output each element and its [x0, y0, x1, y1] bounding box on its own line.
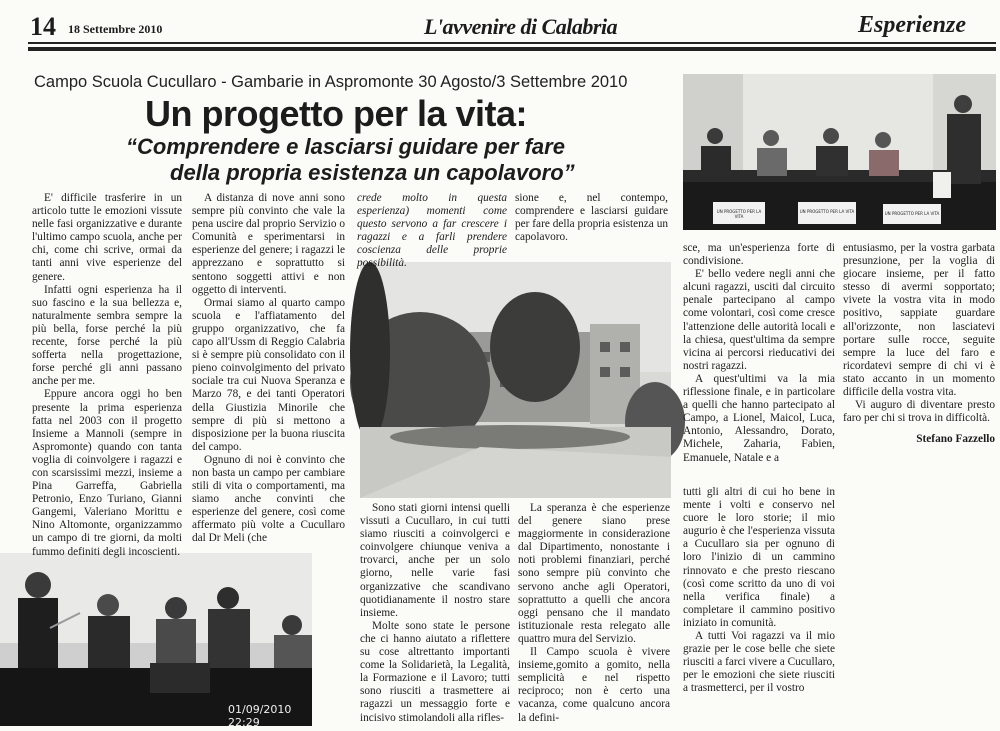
article-column-3-top	[357, 192, 507, 270]
col1-paragraph: Infatti ogni esperienza ha il suo fascino e la sua bellezza e, naturalmente sembra sempre la più bella, forse perché la più recente, forse perché la più sofferta nella progettazione, forse perché gli anni passano anche per me.	[32, 283, 182, 388]
col2-paragraph: A distanza di nove anni sono sempre più convinto che vale la pena uscire dal proprio Servizio o Comunità e sperimentarsi in esperienze del genere; i ragazzi le apprezzano e soprattutto si sentono soggetti attivi e non oggetto di interventi.	[192, 192, 345, 296]
col5-top-paragraph: E' bello vedere negli anni che alcuni ragazzi, usciti dal circuito penale partecipano al campo come volontari, così come cresce l'attenzione delle autorità locali e la chiesa, quest'ultima da sempre vicina ai percorsi rieducativi dei nostri ragazzi.	[683, 268, 835, 372]
band-photo-timestamp: 01/09/2010 22:29	[228, 703, 292, 729]
conference-sign-1: UN PROGETTO PER LA VITA	[716, 209, 762, 219]
col4-bottom-paragraph: Il Campo scuola è vivere insieme,gomito a gomito, nella semplicità e nel rispetto reciproco; non è certo una vacanza, come qualcuno ancora la defini-	[518, 646, 670, 724]
section-title: Esperienze	[858, 12, 966, 38]
header-rule-top	[28, 42, 996, 44]
col5-top-paragraph: A quest'ultimi va la mia riflessione finale, e in particolare a quelli che hanno partecipato al Campo, a Lionel, Maicol, Luca, Antonio, Alessandro, Dorato, Michele, Zaharia, Fabien, Emanuele, Natale e a	[683, 372, 835, 464]
article-column-1	[32, 192, 182, 558]
col1-paragraph: E' difficile trasferire in un articolo tutte le emozioni vissute nelle fasi organizzative e durante l'ultimo campo scuola, anche per chi, come chi scrive, ormai da tanti anni vive esperienze del genere.	[32, 192, 182, 283]
header-rule-bottom	[28, 47, 996, 51]
article-column-4-bottom	[518, 502, 670, 724]
article-column-4-top	[515, 192, 668, 256]
article-title: Un progetto per la vita:	[145, 93, 528, 134]
col1-paragraph: Eppure ancora oggi ho ben presente la prima esperienza fatta nel 2003 con il progetto Insieme a Mannoli (sempre in Aspromonte) quando con tanta voglia di coinvolgere i ragazzi e con scarsissimi mezzi, insieme a Pina Garreffa, Gabriella Petronio, Enzo Turiano, Gianni Gangemi, Valeriano Morittu e Nino Altomonte, organizzammo un campo di tre giorni, da molti fummo definiti degli incoscienti.	[32, 388, 182, 558]
article-signature: Stefano Fazzello	[916, 433, 995, 446]
col4-top-paragraph: sione e, nel contempo, comprendere e lasciarsi guidare per fare della propria esistenza un capolavoro.	[515, 192, 668, 244]
conference-sign-2: UN PROGETTO PER LA VITA	[799, 209, 855, 214]
col2-paragraph: Ognuno di noi è convinto che non basta un campo per cambiare stili di vita o comportamenti, ma siamo anche convinti che esperienze del genere, così come affermato più volte a Cucullaro dal Dr Meli (che	[192, 453, 345, 545]
col3-top-paragraph: crede molto in questa esperienza) momenti come questo servono a far crescere i ragazzi e a farli prendere coscienza delle proprie possibilità.	[357, 192, 507, 270]
col5-top-paragraph: sce, ma un'esperienza forte di condivisione.	[683, 242, 835, 268]
col6-paragraph: entusiasmo, per la vostra garbata presunzione, per la voglia di giocare insieme, per il fatto stesso di avermi sopportato; vivete la vostra vita in modo positivo, sappiate guardare all'orizzonte, non lasciatevi portare sulle rocce, seguite sempre la luce del faro e ricordatevi sempre di chi vi è stato accanto in un momento difficile della vostra vita.	[843, 242, 995, 399]
col5-bottom-paragraph: tutti gli altri di cui ho bene in mente i volti e conservo nel cuore le loro storie; il mio augurio è che l'esperienza vissuta a Cucullaro sia per ognuno di loro l'inizio di un cammino rinnovato e che presto riescano (così come scritto da uno di voi nella verifica finale) a completare il cammino positivo iniziato in comunità.	[683, 486, 835, 629]
col2-paragraph: Ormai siamo al quarto campo scuola e l'affiatamento del gruppo organizzativo, che fa capo all'Ussm di Reggio Calabria si è sempre più consolidato con il pieno coinvolgimento del privato sociale tra cui Nuova Speranza e Marzo 78, e dei tanti Operatori della Giustizia Minorile che sempre di più si mettono a disposizione per la buona riuscita del campo.	[192, 296, 345, 453]
article-column-6	[843, 242, 995, 457]
page-number: 14	[30, 12, 56, 41]
building-photo	[360, 262, 671, 498]
article-subtitle-line2: della propria esistenza un capolavoro”	[170, 160, 575, 185]
col3-bottom-paragraph: Sono stati giorni intensi quelli vissuti a Cucullaro, in cui tutti siamo riusciti a coinvolgerci e coinvolgere chiunque veniva a trovarci, anche per un solo giorno, nelle varie fasi organizzative che scandivano quotidianamente il nostro stare insieme.	[360, 502, 510, 619]
col3-bottom-paragraph: Molte sono state le persone che ci hanno aiutato a riflettere su cose altrettanto importanti come la Solidarietà, la Legalità, la Formazione e il Lavoro; tutti sono riusciti a trasmettere ai ragazzi un messaggio forte e incisivo stimolandoli alla rifles-	[360, 619, 510, 724]
article-column-2	[192, 192, 345, 582]
article-column-3-bottom	[360, 502, 510, 724]
issue-date: 18 Settembre 2010	[68, 22, 163, 36]
conference-photo	[683, 74, 996, 230]
masthead-logo: L'avvenire di Calabria	[424, 14, 618, 39]
col5-bottom-paragraph: A tutti Voi ragazzi va il mio grazie per le cose belle che siete riusciti a farci vivere a Cucullaro, per le emozioni che siete riusciti a trasmetterci, per il vostro	[683, 630, 835, 695]
article-kicker: Campo Scuola Cucullaro - Gambarie in Aspromonte 30 Agosto/3 Settembre 2010	[34, 73, 628, 91]
article-column-5-bottom	[683, 486, 835, 706]
col4-bottom-paragraph: La speranza è che esperienze del genere siano prese maggiormente in considerazione dal Dipartimento, nonostante i noti problemi finanziari, perché sono sempre più convinto che servono anche agli Operatori, soprattutto a quelli che ancora oggi pensano che il mandato istituzionale resta relegato alle quattro mura del Servizio.	[518, 502, 670, 645]
article-column-5-top	[683, 242, 835, 482]
article-subtitle-line1: “Comprendere e lasciarsi guidare per fare	[126, 134, 565, 159]
conference-sign-3: UN PROGETTO PER LA VITA	[884, 211, 940, 216]
col6-paragraph: Vi auguro di diventare presto faro per chi si trova in difficoltà.	[843, 399, 995, 425]
